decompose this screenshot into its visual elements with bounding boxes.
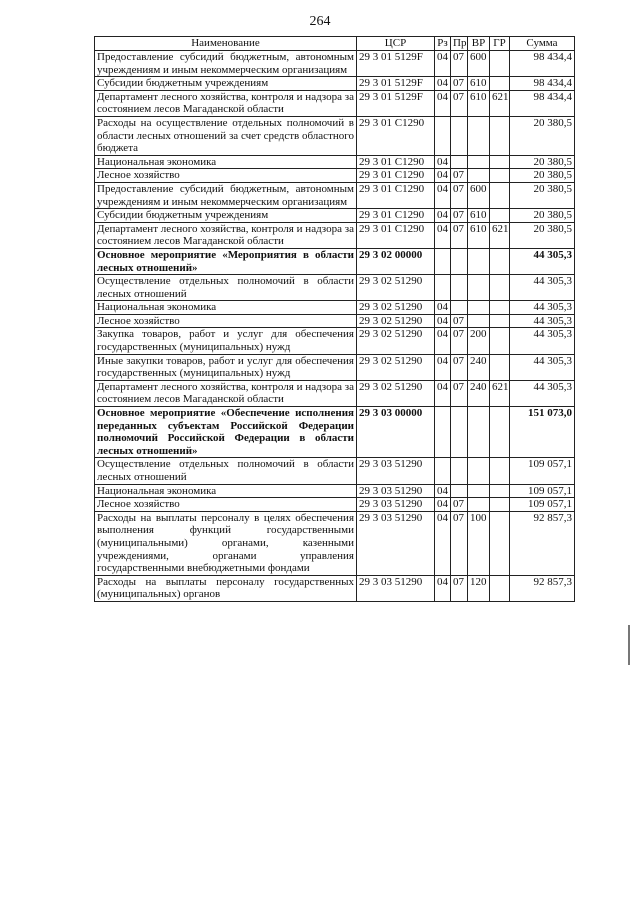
cell-rz: 04 [435,155,451,169]
cell-code: 29 3 03 51290 [357,511,435,575]
cell-gr [490,155,510,169]
cell-pr: 07 [451,314,468,328]
table-row [95,484,575,498]
cell-gr [490,407,510,458]
cell-rz: 04 [435,328,451,354]
cell-rz: 04 [435,575,451,601]
cell-pr: 07 [451,498,468,512]
cell-pr: 07 [451,511,468,575]
cell-sum: 44 305,3 [510,248,575,274]
header-sum: Сумма [510,37,575,51]
table-row [95,116,575,155]
cell-code: 29 3 02 51290 [357,328,435,354]
cell-gr [490,314,510,328]
cell-rz [435,407,451,458]
header-vr: ВР [468,37,490,51]
table-row [95,77,575,91]
cell-sum: 44 305,3 [510,301,575,315]
cell-pr [451,458,468,484]
cell-gr [490,575,510,601]
table-row [95,498,575,512]
table-row [95,511,575,575]
cell-pr: 07 [451,90,468,116]
cell-rz: 04 [435,77,451,91]
cell-gr [490,116,510,155]
cell-name: Осуществление отдельных полномочий в области лесных отношений [95,275,357,301]
page-number: 264 [309,14,331,29]
cell-vr [468,407,490,458]
cell-code: 29 3 03 51290 [357,484,435,498]
table-row [95,275,575,301]
cell-vr [468,301,490,315]
header-gr: ГР [490,37,510,51]
header-rz: Рз [435,37,451,51]
cell-pr [451,407,468,458]
cell-gr [490,275,510,301]
cell-vr: 610 [468,222,490,248]
cell-code: 29 3 03 51290 [357,575,435,601]
cell-vr [468,314,490,328]
cell-sum: 20 380,5 [510,169,575,183]
cell-pr: 07 [451,354,468,380]
cell-gr: 621 [490,222,510,248]
table-row [95,248,575,274]
cell-code: 29 3 01 5129F [357,90,435,116]
cell-code: 29 3 01 С1290 [357,116,435,155]
cell-name: Лесное хозяйство [95,314,357,328]
cell-rz: 04 [435,90,451,116]
cell-sum: 109 057,1 [510,498,575,512]
cell-code: 29 3 02 51290 [357,380,435,406]
table-row [95,314,575,328]
cell-vr: 240 [468,380,490,406]
cell-pr: 07 [451,169,468,183]
cell-code: 29 3 01 С1290 [357,182,435,208]
cell-vr: 610 [468,209,490,223]
cell-gr [490,511,510,575]
cell-vr [468,155,490,169]
cell-rz: 04 [435,498,451,512]
cell-pr: 07 [451,51,468,77]
cell-sum: 20 380,5 [510,116,575,155]
cell-gr [490,301,510,315]
cell-name: Департамент лесного хозяйства, контроля и надзора за состоянием лесов Магаданской области [95,90,357,116]
cell-name: Расходы на осуществление отдельных полномочий в области лесных отношений за счет средств областного бюджета [95,116,357,155]
table-row [95,155,575,169]
cell-pr [451,155,468,169]
cell-sum: 20 380,5 [510,155,575,169]
table-row [95,169,575,183]
cell-sum: 92 857,3 [510,511,575,575]
table-row [95,328,575,354]
cell-name: Закупка товаров, работ и услуг для обеспечения государственных (муниципальных) нужд [95,328,357,354]
cell-sum: 98 434,4 [510,51,575,77]
cell-rz [435,275,451,301]
cell-vr: 610 [468,90,490,116]
cell-gr [490,458,510,484]
cell-code: 29 3 03 51290 [357,498,435,512]
table-row [95,90,575,116]
cell-pr: 07 [451,575,468,601]
cell-name: Осуществление отдельных полномочий в области лесных отношений [95,458,357,484]
cell-sum: 44 305,3 [510,354,575,380]
cell-rz: 04 [435,182,451,208]
cell-sum: 44 305,3 [510,380,575,406]
cell-name: Предоставление субсидий бюджетным, автономным учреждениям и иным некоммерческим организациям [95,182,357,208]
cell-gr [490,484,510,498]
cell-gr [490,498,510,512]
cell-rz: 04 [435,354,451,380]
cell-gr [490,169,510,183]
cell-code: 29 3 01 5129F [357,77,435,91]
cell-name: Предоставление субсидий бюджетным, автономным учреждениям и иным некоммерческим организациям [95,51,357,77]
table-row [95,380,575,406]
cell-sum: 109 057,1 [510,484,575,498]
header-code: ЦСР [357,37,435,51]
cell-pr: 07 [451,222,468,248]
table-row [95,458,575,484]
cell-rz [435,248,451,274]
cell-sum: 109 057,1 [510,458,575,484]
cell-pr [451,116,468,155]
cell-code: 29 3 01 С1290 [357,169,435,183]
cell-code: 29 3 03 00000 [357,407,435,458]
cell-vr [468,275,490,301]
cell-sum: 44 305,3 [510,328,575,354]
table-row [95,407,575,458]
cell-name: Субсидии бюджетным учреждениям [95,77,357,91]
table-row [95,222,575,248]
cell-sum: 98 434,4 [510,77,575,91]
cell-rz: 04 [435,222,451,248]
cell-pr: 07 [451,328,468,354]
cell-code: 29 3 02 51290 [357,354,435,380]
cell-gr [490,248,510,274]
cell-sum: 44 305,3 [510,275,575,301]
cell-rz [435,116,451,155]
cell-sum: 20 380,5 [510,209,575,223]
cell-vr: 600 [468,182,490,208]
cell-name: Национальная экономика [95,484,357,498]
cell-gr: 621 [490,90,510,116]
cell-pr: 07 [451,380,468,406]
cell-vr: 200 [468,328,490,354]
cell-rz: 04 [435,209,451,223]
cell-vr: 240 [468,354,490,380]
cell-vr [468,458,490,484]
cell-code: 29 3 03 51290 [357,458,435,484]
cell-pr [451,275,468,301]
cell-gr [490,209,510,223]
cell-name: Расходы на выплаты персоналу в целях обеспечения выполнения функций государственными (муниципальными) органами, казенными учреждениями, органами управления государственными внебюджетными фондами [95,511,357,575]
cell-rz [435,458,451,484]
cell-vr: 100 [468,511,490,575]
table-body [95,51,575,602]
cell-gr [490,328,510,354]
cell-code: 29 3 02 51290 [357,314,435,328]
cell-sum: 20 380,5 [510,182,575,208]
table-header-row [95,37,575,51]
cell-vr [468,169,490,183]
cell-name: Основное мероприятие «Мероприятия в области лесных отношений» [95,248,357,274]
header-name: Наименование [95,37,357,51]
cell-sum: 151 073,0 [510,407,575,458]
cell-name: Департамент лесного хозяйства, контроля и надзора за состоянием лесов Магаданской области [95,380,357,406]
cell-vr [468,484,490,498]
cell-rz: 04 [435,314,451,328]
budget-table [94,36,575,602]
cell-name: Лесное хозяйство [95,498,357,512]
cell-pr [451,301,468,315]
cell-sum: 92 857,3 [510,575,575,601]
cell-vr: 600 [468,51,490,77]
cell-vr [468,248,490,274]
table-row [95,209,575,223]
cell-code: 29 3 02 51290 [357,275,435,301]
cell-name: Лесное хозяйство [95,169,357,183]
cell-code: 29 3 01 5129F [357,51,435,77]
cell-pr [451,248,468,274]
cell-name: Основное мероприятие «Обеспечение исполнения переданных субъектам Российской Федерации полномочий Российской Федерации в области лесных отношений» [95,407,357,458]
table-row [95,51,575,77]
cell-name: Национальная экономика [95,301,357,315]
cell-code: 29 3 01 С1290 [357,222,435,248]
cell-pr: 07 [451,209,468,223]
cell-rz: 04 [435,169,451,183]
cell-rz: 04 [435,380,451,406]
cell-name: Расходы на выплаты персоналу государственных (муниципальных) органов [95,575,357,601]
cell-gr: 621 [490,380,510,406]
cell-code: 29 3 01 С1290 [357,155,435,169]
cell-name: Иные закупки товаров, работ и услуг для обеспечения государственных (муниципальных) нужд [95,354,357,380]
cell-vr: 120 [468,575,490,601]
cell-gr [490,77,510,91]
cell-vr [468,116,490,155]
cell-sum: 98 434,4 [510,90,575,116]
cell-name: Департамент лесного хозяйства, контроля и надзора за состоянием лесов Магаданской области [95,222,357,248]
cell-sum: 44 305,3 [510,314,575,328]
table-row [95,301,575,315]
cell-code: 29 3 02 51290 [357,301,435,315]
table-row [95,182,575,208]
table-row [95,575,575,601]
cell-sum: 20 380,5 [510,222,575,248]
cell-gr [490,51,510,77]
cell-rz: 04 [435,301,451,315]
cell-code: 29 3 02 00000 [357,248,435,274]
cell-gr [490,354,510,380]
cell-vr: 610 [468,77,490,91]
cell-code: 29 3 01 С1290 [357,209,435,223]
scan-edge-mark [628,625,630,665]
cell-rz: 04 [435,51,451,77]
cell-pr: 07 [451,182,468,208]
cell-pr: 07 [451,77,468,91]
cell-rz: 04 [435,484,451,498]
cell-name: Национальная экономика [95,155,357,169]
header-pr: Пр [451,37,468,51]
table-row [95,354,575,380]
cell-gr [490,182,510,208]
cell-vr [468,498,490,512]
cell-pr [451,484,468,498]
cell-name: Субсидии бюджетным учреждениям [95,209,357,223]
cell-rz: 04 [435,511,451,575]
